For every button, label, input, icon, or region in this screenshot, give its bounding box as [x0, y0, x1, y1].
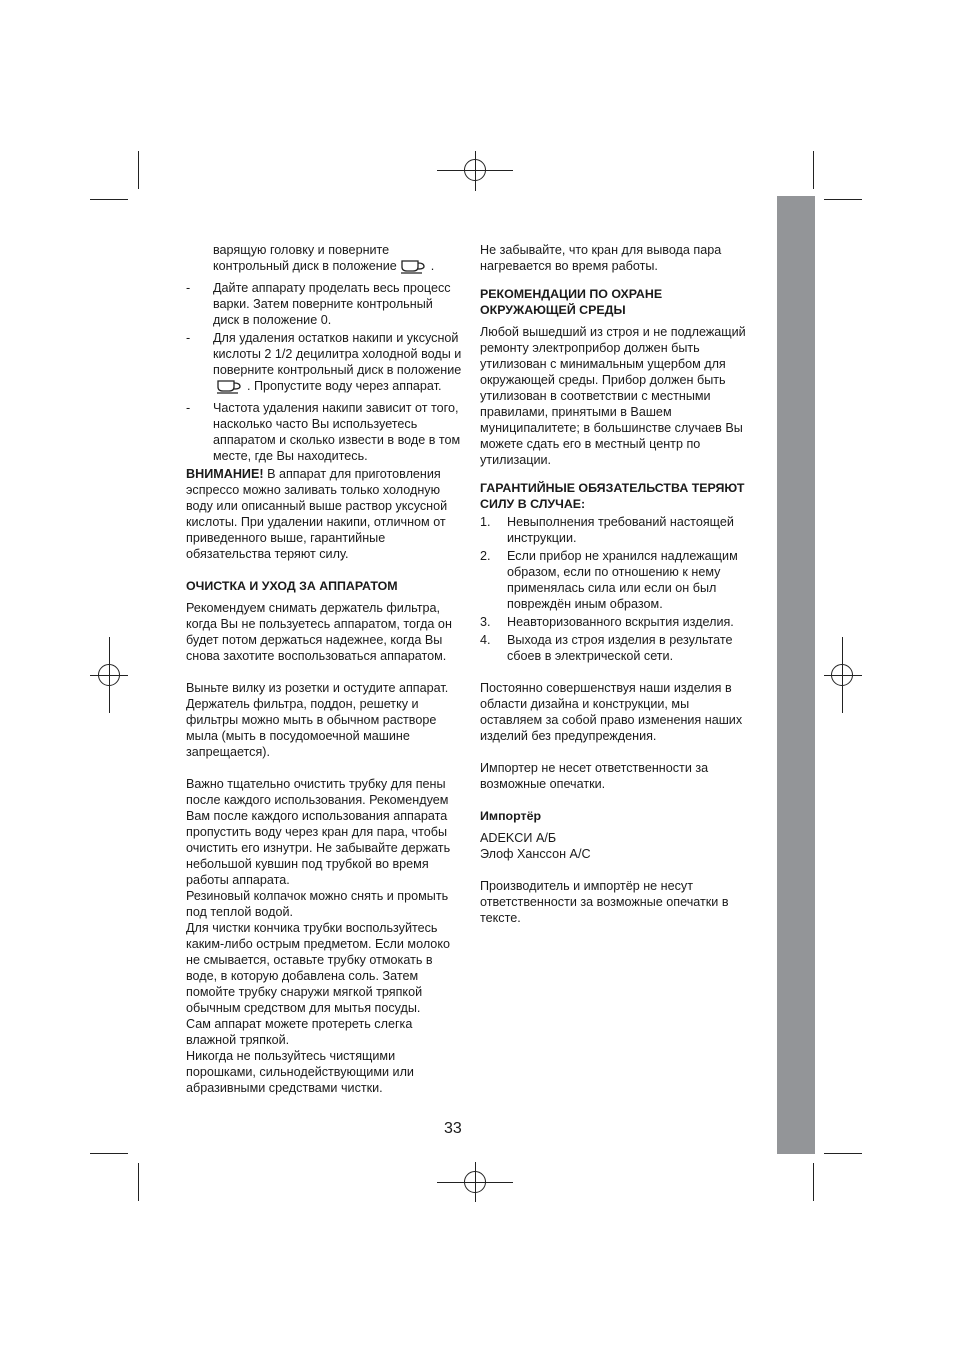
page-number: 33: [444, 1120, 462, 1137]
paragraph: Резиновый колпачок можно снять и промыть под теплой водой.: [186, 889, 449, 919]
list-item-text: Если прибор не хранился надлежащим образом, если по отношению к нему применялась сила или если он был повреждён иным образом.: [507, 549, 738, 611]
list-marker: 2.: [480, 549, 491, 563]
list-marker: -: [186, 401, 191, 415]
paragraph: Сам аппарат можете протереть слегка влажной тряпкой.: [186, 1017, 413, 1047]
list-item: [480, 632, 752, 664]
continued-list-item: варящую головку и поверните контрольный диск в положение .: [186, 242, 462, 278]
list-item: [480, 514, 752, 546]
coffee-cup-icon: [216, 378, 243, 398]
left-column: [186, 242, 462, 1096]
list-item-text: Выхода из строя изделия в результате сбоев в электрической сети.: [507, 633, 733, 663]
list-item-text: Дайте аппарату проделать весь процесс варки. Затем поверните контрольный диск в положение 0.: [213, 281, 451, 327]
paragraph: Выньте вилку из розетки и остудите аппарат. Держатель фильтра, поддон, решетку и фильтры можно мыть в обычном растворе мыла (мыть в посудомоечной машине запрещается).: [186, 681, 449, 759]
list-marker: -: [186, 331, 191, 345]
importer-name: ADEKCИ A/Б: [480, 831, 557, 845]
list-marker: 1.: [480, 515, 491, 529]
list-item: [186, 280, 462, 328]
list-marker: 3.: [480, 615, 491, 629]
list-item-text: Частота удаления накипи зависит от того, насколько часто Вы используетесь аппаратом и сколько извести в воде в том месте, где Вы находитесь.: [213, 401, 461, 463]
text-line: варящую головку и поверните: [213, 243, 390, 257]
list-item-text: Неавторизованного вскрытия изделия.: [507, 615, 734, 629]
side-tab: [777, 196, 815, 1154]
paragraph: Любой вышедший из строя и не подлежащий ремонту электроприбор должен быть утилизован с минимальным ущербом для окружающей среды. Прибор должен быть утилизован в соответствии с местными правилами, принятыми в Вашем муниципалитете; в большинстве случаев Вы можете сдать его в местный центр по утилизации.: [480, 325, 746, 467]
list-item: [480, 614, 752, 630]
paragraph: Рекомендуем снимать держатель фильтра, когда Вы не пользуетесь аппаратом, тогда он будет потом держаться надежнее, когда Вы снова захотите воспользоваться аппаратом.: [186, 601, 452, 663]
list-marker: -: [186, 281, 191, 295]
importer-heading: Импортёр: [480, 809, 542, 823]
importer-name: Элоф Ханссон А/С: [480, 847, 591, 861]
coffee-cup-icon: [400, 258, 427, 278]
paragraph: Важно тщательно очистить трубку для пены после каждого использования. Рекомендуем Вам после каждого использования аппарата пропустить воду через кран для пара, чтобы очистить его изнутри. Не забывайте держать небольшой кувшин под трубкой во время работы аппарата.: [186, 777, 451, 887]
section-heading: ГАРАНТИЙНЫЕ ОБЯЗАТЕЛЬСТВА ТЕРЯЮТ СИЛУ В СЛУЧАЕ:: [480, 481, 745, 511]
paragraph: Постоянно совершенствуя наши изделия в области дизайна и конструкции, мы оставляем за собой право изменения наших изделий без предупреждения.: [480, 681, 743, 743]
paragraph: Для чистки кончика трубки воспользуйтесь каким-либо острым предметом. Если молоко не смывается, оставьте трубку отмокать в воде, в которую добавлена соль. Затем помойте трубку снаружи мягкой тряпкой обычным средством для мытья посуды.: [186, 921, 450, 1015]
text-line: контрольный диск в положение: [213, 259, 397, 273]
list-item-text: Для удаления остатков накипи и уксусной кислоты 2 1/2 децилитра холодной воды и поверните контрольный диск в положение: [213, 331, 462, 377]
section-heading: ОЧИСТКА И УХОД ЗА АППАРАТОМ: [186, 579, 398, 593]
paragraph: Производитель и импортёр не несут ответственности за возможные опечатки в тексте.: [480, 879, 729, 925]
warning-label: ВНИМАНИЕ!: [186, 467, 264, 481]
warning-text: В аппарат для приготовления эспрессо можно заливать только холодную воду или описанный выше раствор уксусной кислоты. При удалении накипи, отличном от приведенного выше, гарантийные обязательства теряют силу.: [186, 467, 448, 561]
list-item: - Для удаления остатков накипи и уксусной кислоты 2 1/2 децилитра холодной воды и поверните контрольный диск в положение. Пропустите воду через аппарат.: [186, 330, 462, 398]
list-marker: 4.: [480, 633, 491, 647]
list-item: [186, 400, 462, 464]
paragraph: Никогда не пользуйтесь чистящими порошками, сильнодействующими или абразивными средствами чистки.: [186, 1049, 414, 1095]
warning-paragraph: [186, 466, 462, 562]
paragraph: Импортер не несет ответственности за возможные опечатки.: [480, 761, 709, 791]
section-heading: РЕКОМЕНДАЦИИ ПО ОХРАНЕ ОКРУЖАЮЩЕЙ СРЕДЫ: [480, 287, 663, 317]
warranty-list: [480, 514, 752, 664]
list-item: [480, 548, 752, 612]
list-item-text: Невыполнения требований настоящей инструкции.: [507, 515, 734, 545]
right-column: [480, 242, 752, 926]
paragraph: Не забывайте, что кран для вывода пара нагревается во время работы.: [480, 243, 722, 273]
